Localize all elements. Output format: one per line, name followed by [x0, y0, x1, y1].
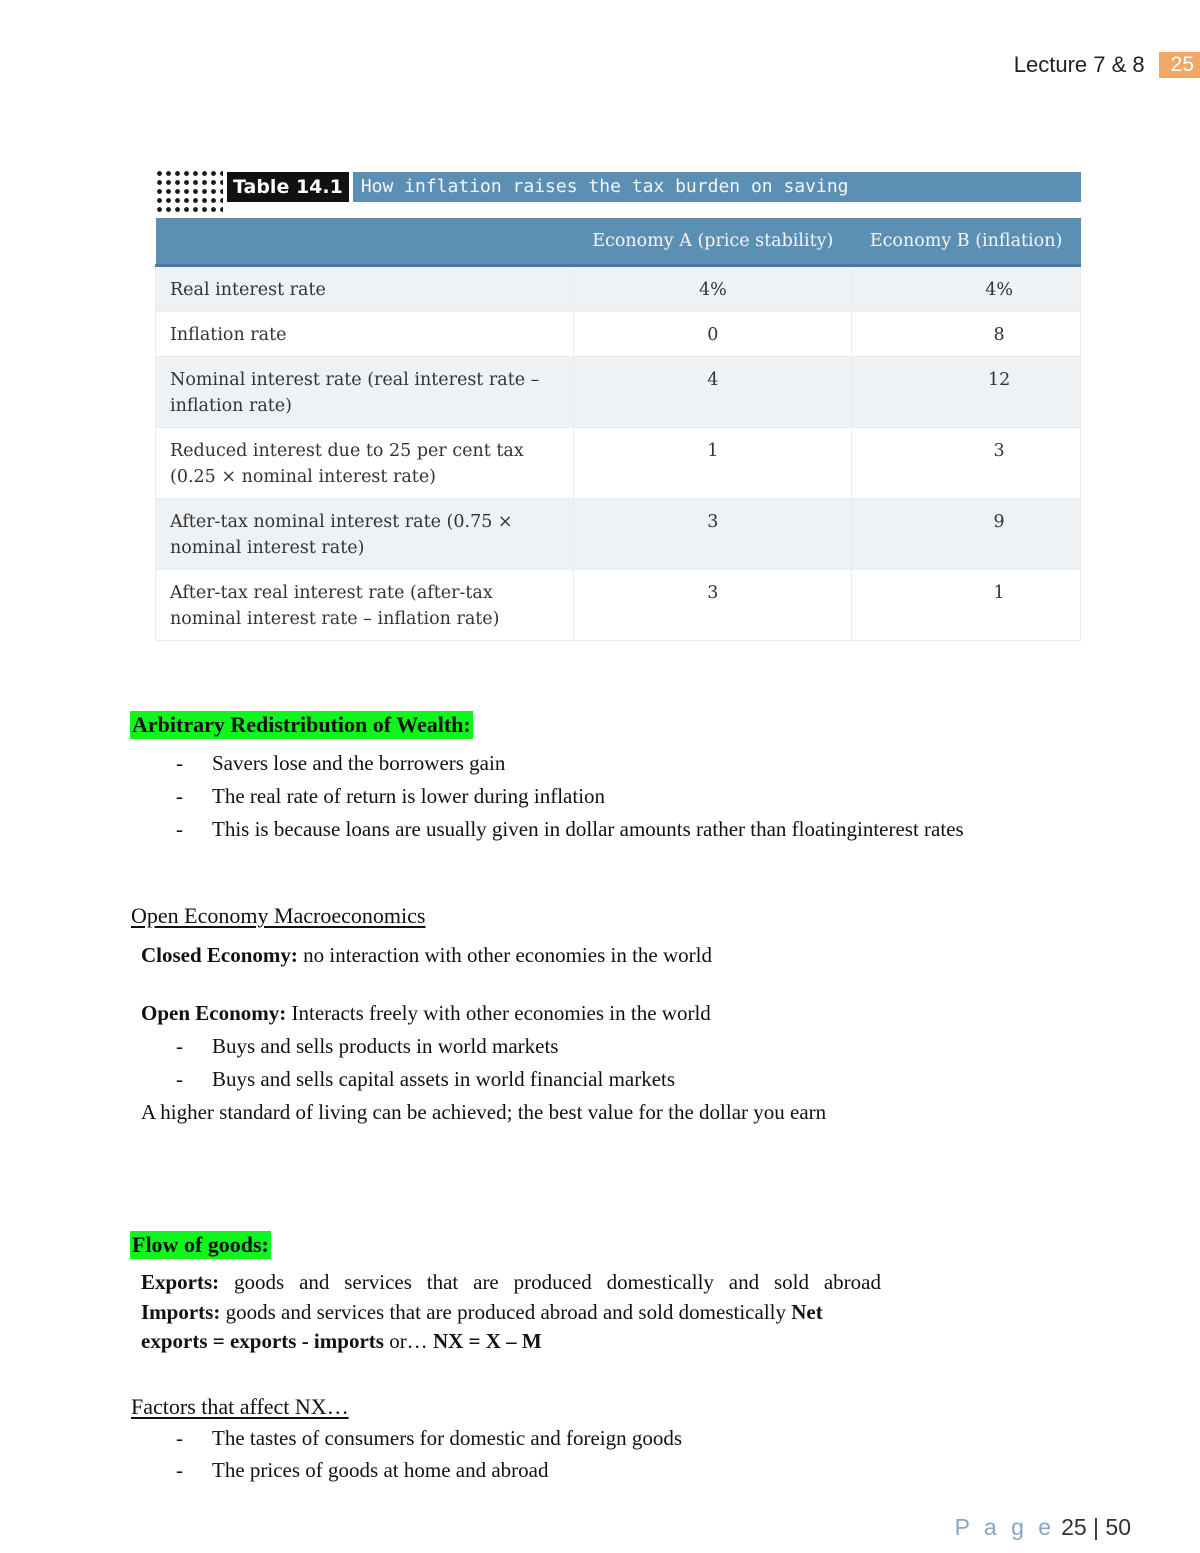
column-header: Economy A (price stability) [574, 218, 852, 266]
cell-economy-a: 3 [574, 499, 852, 570]
table-header-row [156, 218, 1081, 266]
list-item-text: Savers lose and the borrowers gain [212, 751, 506, 775]
list-item [176, 815, 1016, 873]
bullet-dash: - [176, 784, 183, 808]
table-row [156, 499, 1081, 570]
table-row [156, 312, 1081, 357]
list-item [176, 1065, 1016, 1094]
definition: Interacts freely with other economies in the world [286, 1001, 711, 1025]
row-label: After-tax nominal interest rate (0.75 × nominal interest rate) [156, 499, 574, 570]
net-exports-term: Net exports = exports - imports [141, 1300, 823, 1353]
term: Open Economy: [141, 1001, 287, 1025]
net-exports-formula: NX = X – M [432, 1329, 542, 1353]
table-figure [155, 170, 1081, 641]
bullet-dash: - [176, 1458, 183, 1482]
term: Exports: [141, 1270, 220, 1294]
bullet-dash: - [176, 1034, 183, 1058]
cell-economy-a: 4% [574, 266, 852, 312]
table-title: How inflation raises the tax burden on saving [353, 172, 1081, 202]
list-item-text: The real rate of return is lower during inflation [212, 784, 606, 808]
table-row [156, 570, 1081, 641]
open-economy-heading: Open Economy Macroeconomics [131, 903, 426, 928]
cell-economy-a: 0 [574, 312, 852, 357]
inflation-tax-table [155, 218, 1081, 641]
imports-definition [141, 1298, 891, 1356]
closed-economy-definition [141, 941, 712, 970]
page-footer [955, 1514, 1131, 1541]
table-row [156, 428, 1081, 499]
list-item-text: The prices of goods at home and abroad [212, 1458, 549, 1482]
list-item [176, 1032, 1016, 1061]
cell-economy-b: 12 [852, 357, 1081, 428]
page-header [1014, 52, 1200, 78]
row-label: Nominal interest rate (real interest rate – inflation rate) [156, 357, 574, 428]
table-row [156, 357, 1081, 428]
row-label: Real interest rate [156, 266, 574, 312]
cell-economy-a: 1 [574, 428, 852, 499]
exports-definition [141, 1268, 881, 1297]
bullet-dash: - [176, 1426, 183, 1450]
or-text: or… [383, 1329, 433, 1353]
definition: goods and services that are produced abroad and sold domestically [220, 1300, 792, 1324]
lecture-title: Lecture 7 & 8 [1013, 52, 1145, 77]
open-economy-definition [141, 999, 711, 1028]
list-item [176, 1424, 1016, 1453]
page-word: P a g e [954, 1514, 1056, 1540]
cell-economy-b: 8 [852, 312, 1081, 357]
row-label: Reduced interest due to 25 per cent tax (0.25 × nominal interest rate) [156, 428, 574, 499]
cell-economy-a: 4 [574, 357, 852, 428]
cell-economy-a: 3 [574, 570, 852, 641]
table-label: Table 14.1 [227, 172, 349, 202]
bullet-dash: - [176, 817, 183, 841]
bullet-dash: - [176, 751, 183, 775]
definition: goods and services that are produced domestically and sold abroad [219, 1270, 881, 1294]
list-item [176, 1456, 1016, 1485]
cell-economy-b: 4% [852, 266, 1081, 312]
list-item-text: This is because loans are usually given in dollar amounts rather than floatinginterest rates [212, 817, 964, 841]
list-item-text: The tastes of consumers for domestic and foreign goods [212, 1426, 683, 1450]
term: Imports: [141, 1300, 221, 1324]
cell-economy-b: 3 [852, 428, 1081, 499]
definition: no interaction with other economies in the world [297, 943, 712, 967]
standard-of-living-note: A higher standard of living can be achieved; the best value for the dollar you earn [141, 1100, 827, 1124]
list-item [176, 749, 1016, 778]
list-item [176, 782, 1016, 811]
column-header [156, 218, 574, 266]
column-header: Economy B (inflation) [852, 218, 1081, 266]
page-number: 25 | 50 [1061, 1514, 1131, 1540]
table-caption [155, 170, 1081, 204]
flow-heading: Flow of goods: [132, 1232, 269, 1257]
term: Closed Economy: [141, 943, 298, 967]
list-item-text: Buys and sells products in world markets [212, 1034, 559, 1058]
redistribution-heading: Arbitrary Redistribution of Wealth: [132, 712, 471, 737]
cell-economy-b: 9 [852, 499, 1081, 570]
row-label: Inflation rate [156, 312, 574, 357]
bullet-dash: - [176, 1067, 183, 1091]
page-badge: 25 [1159, 52, 1200, 78]
table-row [156, 266, 1081, 312]
dot-pattern-icon [155, 169, 223, 213]
factors-heading: Factors that affect NX… [131, 1394, 349, 1419]
row-label: After-tax real interest rate (after-tax nominal interest rate – inflation rate) [156, 570, 574, 641]
list-item-text: Buys and sells capital assets in world financial markets [212, 1067, 676, 1091]
cell-economy-b: 1 [852, 570, 1081, 641]
